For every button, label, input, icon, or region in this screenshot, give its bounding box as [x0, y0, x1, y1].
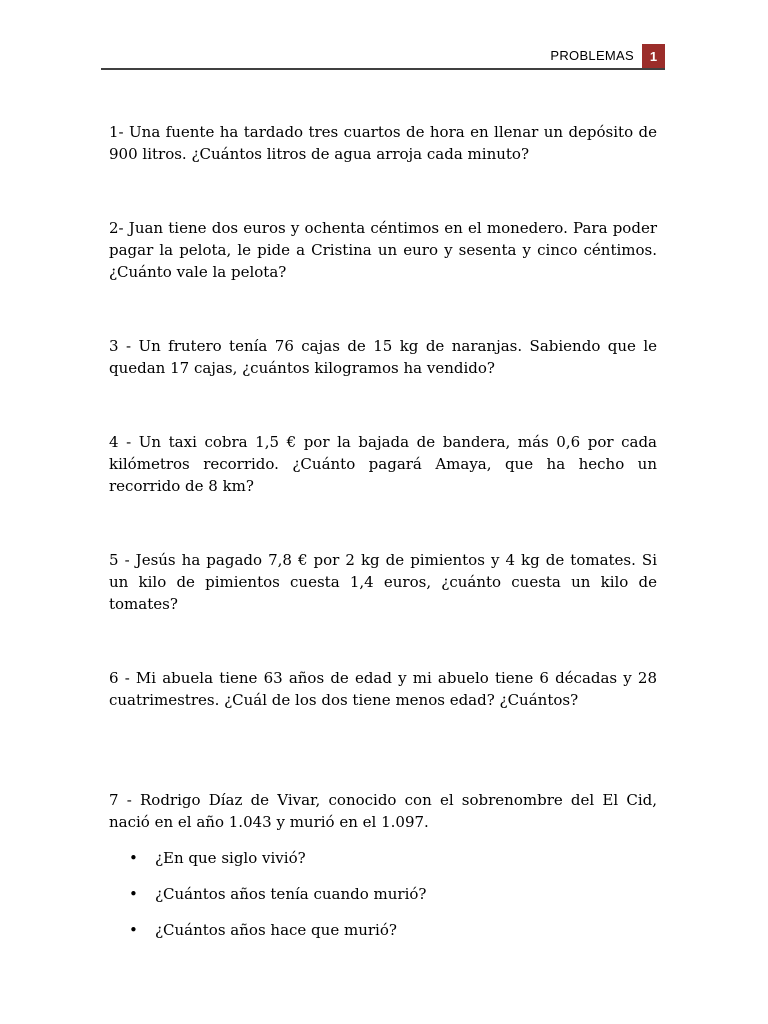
bullet-icon: •: [129, 849, 138, 867]
page-number-badge: 1: [642, 44, 665, 70]
question-text: ¿Cuántos años hace que murió?: [155, 921, 397, 939]
problem-3: 3 - Un frutero tenía 76 cajas de 15 kg de naranjas. Sabiendo que le quedan 17 cajas, ¿cuántos kilogramos ha vendido?: [109, 337, 657, 377]
page-header: [101, 44, 665, 70]
problem-4: 4 - Un taxi cobra 1,5 € por la bajada de bandera, más 0,6 por cada kilómetros recorrido. ¿Cuánto pagará Amaya, que ha hecho un recorrido de 8 km?: [109, 433, 657, 495]
list-item: [109, 847, 657, 869]
bullet-icon: •: [129, 885, 138, 903]
problem-2: 2- Juan tiene dos euros y ochenta céntimos en el monedero. Para poder pagar la pelota, le pide a Cristina un euro y sesenta y cinco céntimos. ¿Cuánto vale la pelota?: [109, 219, 657, 281]
problem-1: 1- Una fuente ha tardado tres cuartos de hora en llenar un depósito de 900 litros. ¿Cuántos litros de agua arroja cada minuto?: [109, 123, 657, 163]
bullet-icon: •: [129, 921, 138, 939]
problems-content: [109, 121, 657, 955]
list-item: [109, 883, 657, 905]
question-text: ¿En que siglo vivió?: [155, 849, 306, 867]
problem-7: 7 - Rodrigo Díaz de Vivar, conocido con el sobrenombre del El Cid, nació en el año 1.043 y murió en el 1.097.: [109, 791, 657, 831]
problem-5: 5 - Jesús ha pagado 7,8 € por 2 kg de pimientos y 4 kg de tomates. Si un kilo de pimientos cuesta 1,4 euros, ¿cuánto cuesta un kilo de tomates?: [109, 551, 657, 613]
list-item: [109, 919, 657, 941]
problem-7-questions: [109, 847, 657, 941]
header-title: PROBLEMAS: [550, 48, 634, 63]
question-text: ¿Cuántos años tenía cuando murió?: [155, 885, 427, 903]
header-divider: [101, 68, 665, 70]
problem-6: 6 - Mi abuela tiene 63 años de edad y mi abuelo tiene 6 décadas y 28 cuatrimestres. ¿Cuál de los dos tiene menos edad? ¿Cuántos?: [109, 669, 657, 709]
